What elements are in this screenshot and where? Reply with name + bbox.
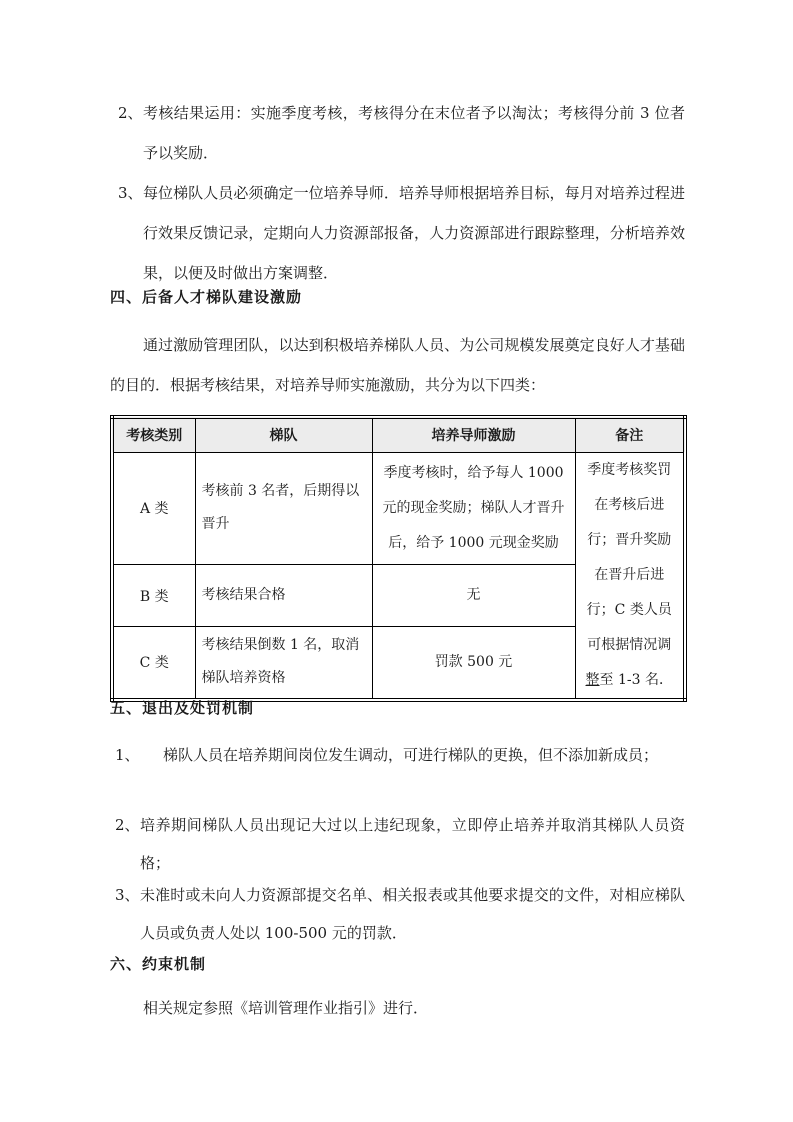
underlined-text: 整	[585, 671, 600, 688]
note-text: 季度考核奖罚在考核后进行；晋升奖励在晋升后进行；C 类人员可根据情况调	[586, 461, 672, 653]
section-4-paragraph: 通过激励管理团队，以达到积极培养梯队人员、为公司规模发展奠定良好人才基础的目的．根据考核结果，对培养导师实施激励，共分为以下四类：	[110, 336, 685, 394]
cell-tier: 考核前 3 名者，后期得以晋升	[195, 452, 372, 565]
section-heading-5: 五、退出及处罚机制	[110, 699, 255, 717]
list-item	[110, 806, 685, 882]
list-item-number: 1、	[115, 746, 140, 764]
section-6-paragraph: 相关规定参照《培训管理作业指引》进行．	[143, 999, 429, 1017]
list-item-text: 培养期间梯队人员出现记大过以上违纪现象，立即停止培养并取消其梯队人员资格；	[140, 816, 685, 872]
cell-incentive: 无	[372, 565, 575, 627]
list-item	[110, 93, 685, 173]
list-item-number: 2、	[115, 816, 140, 834]
list-item	[110, 173, 685, 293]
list-item-number: 3、	[115, 886, 140, 904]
list-item-text: 每位梯队人员必须确定一位培养导师．培养导师根据培养目标，每月对培养过程进行效果反馈记录，定期向人力资源部报备，人力资源部进行跟踪整理，分析培养效果，以便及时做出方案调整．	[143, 184, 685, 282]
list-item-number: 2、	[118, 104, 143, 122]
list-item-number: 3、	[118, 184, 143, 202]
list-item-text: 未准时或未向人力资源部提交名单、相关报表或其他要求提交的文件，对相应梯队人员或负责人处以 100-500 元的罚款．	[140, 886, 685, 942]
cell-tier: 考核结果倒数 1 名，取消梯队培养资格	[195, 627, 372, 700]
cell-incentive: 季度考核时，给予每人 1000 元的现金奖励；梯队人才晋升后，给予 1000 元现金奖励	[372, 452, 575, 565]
table-header-note: 备注	[575, 417, 685, 452]
cell-note	[575, 452, 685, 700]
cell-category: B 类	[112, 565, 195, 627]
cell-category: C 类	[112, 627, 195, 700]
section-heading-4: 四、后备人才梯队建设激励	[110, 288, 303, 306]
cell-tier: 考核结果合格	[195, 565, 372, 627]
table-header-row	[112, 417, 685, 452]
table-row	[112, 452, 685, 565]
top-list	[110, 93, 685, 293]
section-heading-6: 六、约束机制	[110, 955, 207, 973]
list-item	[110, 736, 685, 774]
cell-category: A 类	[112, 452, 195, 565]
list-item	[110, 876, 685, 952]
note-text: 至 1-3 名．	[599, 671, 673, 688]
table-header-category: 考核类别	[112, 417, 195, 452]
table-header-tier: 梯队	[195, 417, 372, 452]
table-header-incentive: 培养导师激励	[372, 417, 575, 452]
cell-incentive: 罚款 500 元	[372, 627, 575, 700]
assessment-incentive-table	[110, 415, 687, 702]
list-item-text: 考核结果运用：实施季度考核，考核得分在末位者予以淘汰；考核得分前 3 位者予以奖励．	[143, 104, 685, 162]
list-item-text: 梯队人员在培养期间岗位发生调动，可进行梯队的更换，但不添加新成员；	[163, 746, 659, 764]
